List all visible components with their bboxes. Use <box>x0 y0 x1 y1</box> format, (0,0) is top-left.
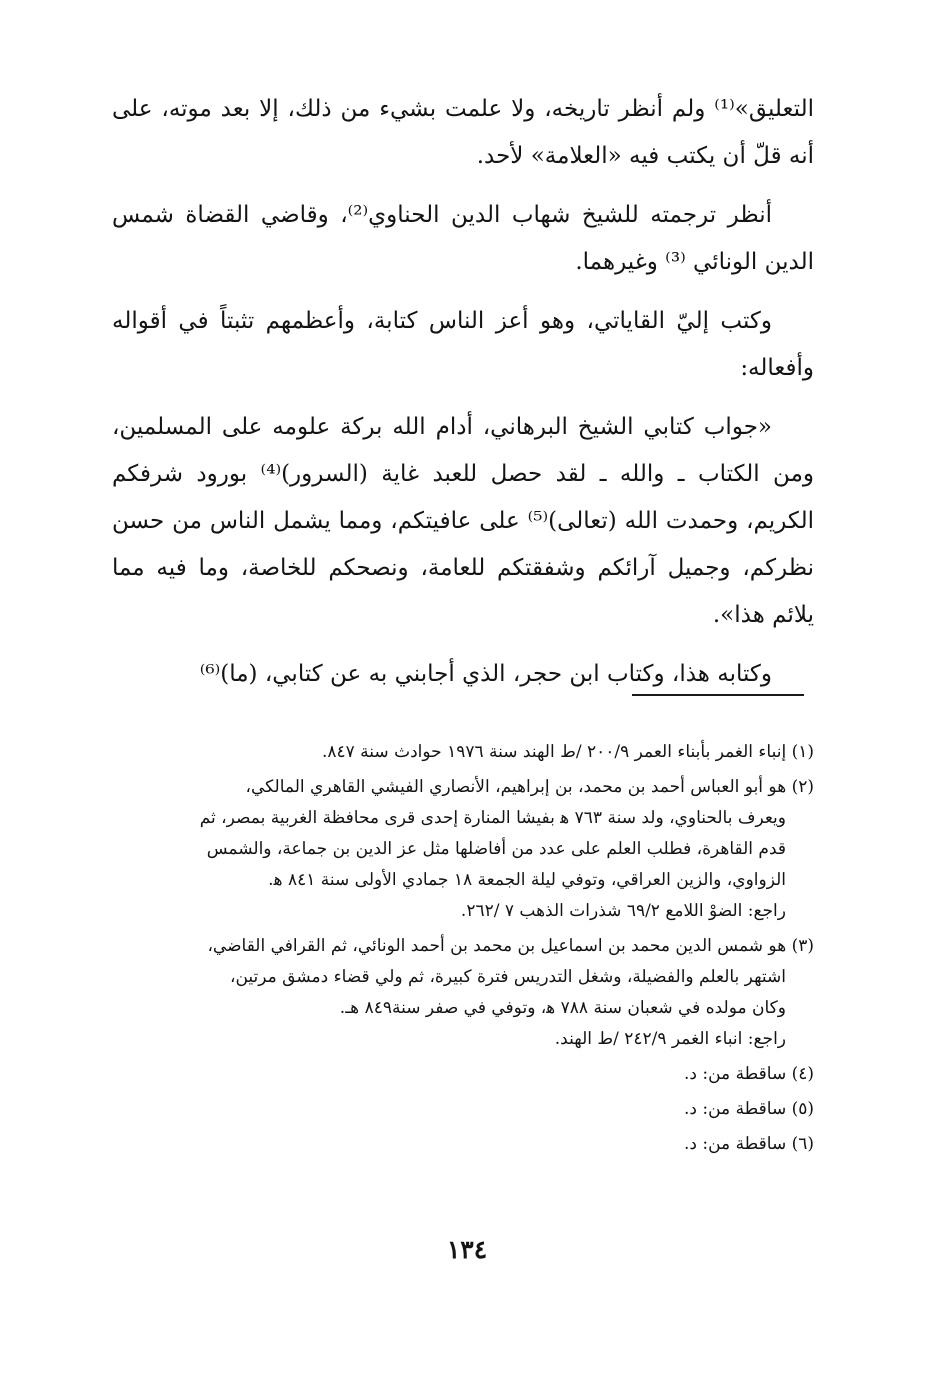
page-number: ١٣٤ <box>446 1235 488 1264</box>
main-text <box>112 86 814 710</box>
footnote-2-line-3: قدم القاهرة، فطلب العلم على عدد من أفاضلها مثل عز الدين بن جماعة، والشمس <box>206 839 786 859</box>
footnote-3-line-3: وكان مولده في شعبان سنة ٧٨٨ ه‍، وتوفي في صفر سنة٨٤٩ هـ. <box>339 998 786 1018</box>
paragraph-3: وكتب إليّ القاياتي، وهو أعز الناس كتابة، وأعظمهم تثبتاً في أقواله وأفعاله: <box>112 308 814 381</box>
footnote-3-line-1: (٣) هو شمس الدين محمد بن اسماعيل بن محمد بن أحمد الونائي، ثم القرافي القاضي، <box>207 936 814 956</box>
footnote-2-line-4: الزواوي، والزين العراقي، وتوفي ليلة الجمعة ١٨ جمادي الأولى سنة ٨٤١ ه‍. <box>268 870 786 890</box>
footnote-2-line-2: ويعرف بالحناوي، ولد سنة ٧٦٣ ه‍ بفيشا المنارة إحدى قرى محافظة الغربية بمصر، ثم <box>199 808 786 828</box>
footnotes <box>112 737 814 1164</box>
footnote-3 <box>112 931 814 1055</box>
paragraph-1: التعليق»⁽¹⁾ ولم أنظر تاريخه، ولا علمت بشيء من ذلك، إلا بعد موته، على أنه قلّ أن يكتب فيه «العلامة» لأحد. <box>112 96 814 169</box>
paragraph-4: «جواب كتابي الشيخ البرهاني، أدام الله بركة علومه على المسلمين، ومن الكتاب ـ والله ـ لقد حصل للعبد غاية (السرور)⁽⁴⁾ بورود شرفكم الكريم، وحمدت الله (تعالى)⁽⁵⁾ على عافيتكم، ومما يشمل الناس من حسن نظركم، وجميل آرائكم وشفقتكم للعامة، ونصحكم للخاصة، وما فيه مما يلائم هذا». <box>112 414 815 628</box>
footnote-1: (١) إنباء الغمر بأبناء العمر ٢٠٠/٩ /ط الهند سنة ١٩٧٦ حوادث سنة ٨٤٧. <box>321 742 814 762</box>
footnote-5: (٥) ساقطة من: د. <box>684 1099 814 1119</box>
footnote-4: (٤) ساقطة من: د. <box>684 1064 814 1084</box>
paragraph-2: أنظر ترجمته للشيخ شهاب الدين الحناوي⁽²⁾، وقاضي القضاة شمس الدين الونائي ⁽³⁾ وغيرهما. <box>112 202 814 275</box>
footnote-2 <box>112 772 814 927</box>
footnote-6: (٦) ساقطة من: د. <box>684 1134 814 1154</box>
footnote-2-reference: راجع: الضوْ اللامع ٦٩/٢ شذرات الذهب ٧ /٢٦٢. <box>460 901 786 921</box>
footnote-3-line-2: اشتهر بالعلم والفضيلة، وشغل التدريس فترة كبيرة، ثم ولي قضاء دمشق مرتين، <box>229 967 786 987</box>
paragraph-5: وكتابه هذا، وكتاب ابن حجر، الذي أجابني به عن كتابي، (ما)⁽⁶⁾ <box>199 661 772 687</box>
footnote-2-line-1: (٢) هو أبو العباس أحمد بن محمد، بن إبراهيم، الأنصاري الفيشي القاهري المالكي، <box>245 777 814 797</box>
footnote-separator <box>632 694 804 696</box>
footnote-3-reference: راجع: انباء الغمر ٢٤٢/٩ /ط الهند. <box>554 1029 786 1049</box>
